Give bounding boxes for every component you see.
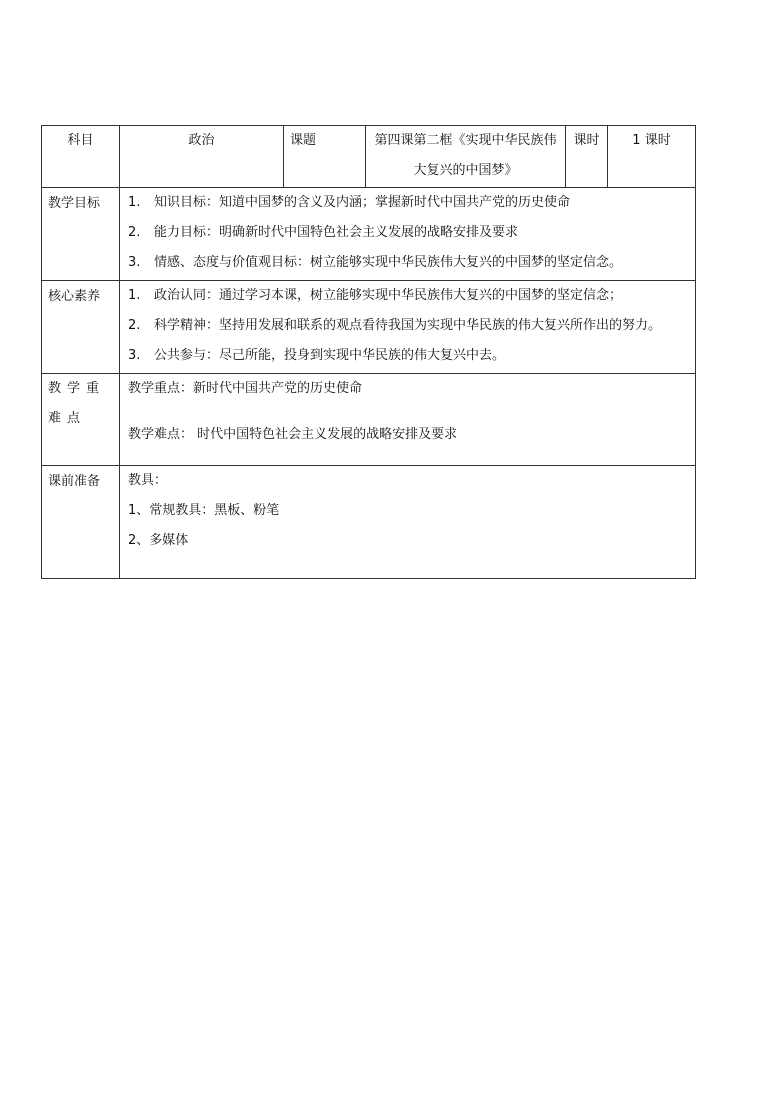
list-number: 3.: [128, 255, 141, 270]
list-number: 3.: [128, 348, 141, 363]
core-label: 核心素养: [42, 281, 120, 374]
keypoints-content: [120, 374, 696, 466]
prep-line: 2、多媒体: [128, 533, 189, 548]
list-number: 1.: [128, 195, 141, 210]
prep-line: 教具：: [128, 473, 168, 488]
keypoints-row: [42, 374, 696, 466]
topic-value: 第四课第二框《实现中华民族伟大复兴的中国梦》: [366, 126, 566, 188]
prep-content: [120, 466, 696, 579]
list-text: 公共参与：尽己所能，投身到实现中华民族的伟大复兴中去。: [154, 348, 506, 363]
objectives-list: [128, 188, 687, 278]
list-text: 知识目标：知道中国梦的含义及内涵；掌握新时代中国共产党的历史使命: [154, 195, 571, 210]
list-item: [128, 248, 687, 278]
list-text: 能力目标：明确新时代中国特色社会主义发展的战略安排及要求: [154, 225, 519, 240]
subject-value: 政治: [120, 126, 284, 188]
objectives-label: 教学目标: [42, 188, 120, 281]
list-item: [128, 281, 687, 311]
hours-label: 课时: [566, 126, 608, 188]
teaching-focus: 教学重点：新时代中国共产党的历史使命: [128, 381, 363, 396]
list-number: 1.: [128, 288, 141, 303]
hours-value: 1 课时: [608, 126, 696, 188]
objectives-row: [42, 188, 696, 281]
list-item: [128, 218, 687, 248]
list-item: [128, 188, 687, 218]
objectives-content: [120, 188, 696, 281]
subject-label: 科目: [42, 126, 120, 188]
header-row: [42, 126, 696, 188]
prep-row: [42, 466, 696, 579]
core-content: [120, 281, 696, 374]
prep-line: 1、常规教具：黑板、粉笔: [128, 503, 280, 518]
lesson-plan-table: [41, 125, 696, 579]
keypoints-label: 教学重难点: [42, 374, 120, 466]
core-list: [128, 281, 687, 371]
list-number: 2.: [128, 225, 141, 240]
core-row: [42, 281, 696, 374]
list-item: [128, 341, 687, 371]
list-number: 2.: [128, 318, 141, 333]
teaching-difficulty: 教学难点： 时代中国特色社会主义发展的战略安排及要求: [128, 427, 458, 442]
list-text: 政治认同：通过学习本课，树立能够实现中华民族伟大复兴的中国梦的坚定信念；: [154, 288, 623, 303]
list-text: 情感、态度与价值观目标：树立能够实现中华民族伟大复兴的中国梦的坚定信念。: [154, 255, 623, 270]
prep-label: 课前准备: [42, 466, 120, 579]
list-item: [128, 311, 687, 341]
list-text: 科学精神：坚持用发展和联系的观点看待我国为实现中华民族的伟大复兴所作出的努力。: [154, 318, 662, 333]
topic-label: 课题: [284, 126, 366, 188]
